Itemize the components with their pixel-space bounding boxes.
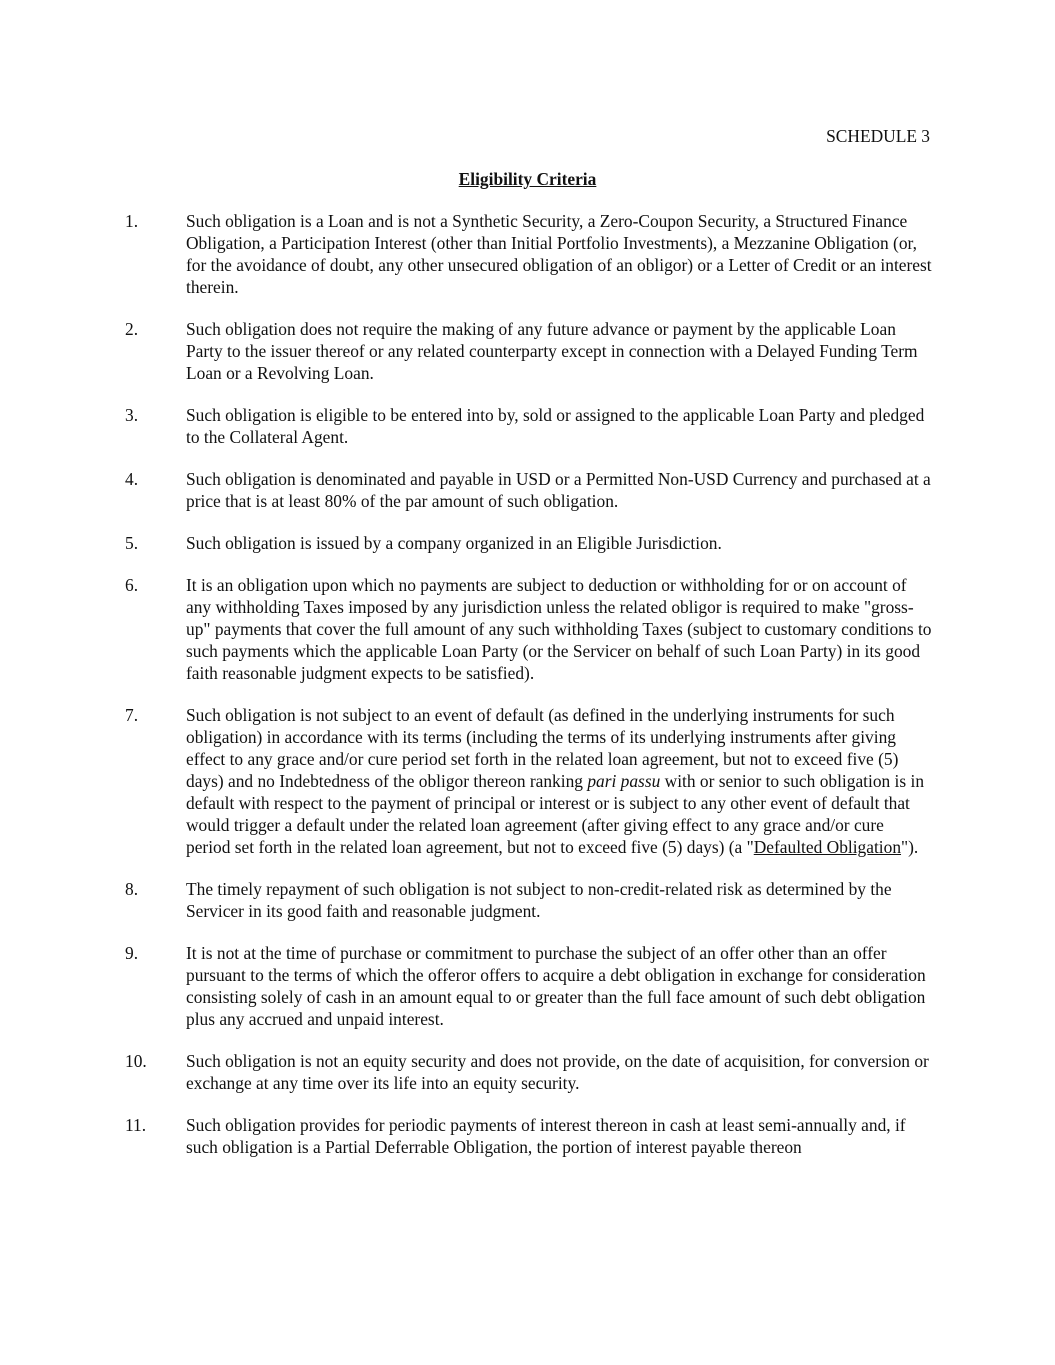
item-text-part: Such obligation is not subject to an event of default (as defined in the underlying instruments for such obligation) in accordance with its terms (including the terms of its underlying instruments after giving effect to any grace and/or cure period set forth in the related loan agreement, but not to exceed five (5) days) and no Indebtedness of the obligor thereon ranking [186,705,899,791]
item-number: 3. [125,405,139,425]
list-item [125,942,932,1030]
item-number: 4. [125,469,139,489]
item-text: Such obligation provides for periodic payments of interest thereon in cash at least semi-annually and, if such obligation is a Partial Deferrable Obligation, the portion of interest payable thereon [186,1115,906,1157]
list-item [125,468,932,512]
item-text-part: with or senior to such obligation is in default with respect to the payment of principal or interest or is subject to any other event of default that would trigger a default under the related loan agreement (after giving effect to any grace and/or cure period set forth in the related loan agreement, but not to exceed five (5) days) (a " [186,771,925,857]
item-number: 10. [125,1051,147,1071]
list-item [125,404,932,448]
list-item [125,318,932,384]
item-number: 2. [125,319,139,339]
list-item [125,532,932,554]
list-item [125,878,932,922]
item-text: The timely repayment of such obligation is not subject to non-credit-related risk as determined by the Servicer in its good faith and reasonable judgment. [186,879,892,921]
item-number: 11. [125,1115,147,1135]
item-number: 5. [125,533,139,553]
page-title: Eligibility Criteria [458,169,597,189]
item-text: Such obligation is issued by a company organized in an Eligible Jurisdiction. [186,533,722,553]
item-number: 8. [125,879,139,899]
item-number: 7. [125,705,139,725]
item-number: 1. [125,211,139,231]
list-item [125,210,932,298]
item-text: Such obligation does not require the making of any future advance or payment by the applicable Loan Party to the issuer thereof or any related counterparty except in connection with a Delayed Funding Term Loan or a Revolving Loan. [186,319,918,383]
list-item [125,574,932,684]
item-text: It is not at the time of purchase or commitment to purchase the subject of an offer other than an offer pursuant to the terms of which the offeror offers to acquire a debt obligation in exchange for consideration consisting solely of cash in an amount equal to or greater than the full face amount of such debt obligation plus any accrued and unpaid interest. [186,943,926,1029]
item-number: 6. [125,575,139,595]
item-text-part: "). [901,837,919,857]
item-text: Such obligation is not an equity security and does not provide, on the date of acquisition, for conversion or exchange at any time over its life into an equity security. [186,1051,929,1093]
schedule-label: SCHEDULE 3 [826,126,930,146]
item-text: Such obligation is denominated and payable in USD or a Permitted Non-USD Currency and purchased at a price that is at least 80% of the par amount of such obligation. [186,469,931,511]
item-text: It is an obligation upon which no payments are subject to deduction or withholding for or on account of any withholding Taxes imposed by any jurisdiction unless the related obligor is required to make "gross-up" payments that cover the full amount of any such withholding Taxes (subject to customary conditions to such payments which the applicable Loan Party (or the Servicer on behalf of such Loan Party) in its good faith reasonable judgment expects to be satisfied). [186,575,932,683]
item-text: Such obligation is eligible to be entered into by, sold or assigned to the applicable Loan Party and pledged to the Collateral Agent. [186,405,925,447]
list-item [125,1114,932,1158]
item-text [186,704,932,858]
list-item [125,704,932,858]
item-number: 9. [125,943,139,963]
criteria-list [125,210,932,1178]
item-text: Such obligation is a Loan and is not a Synthetic Security, a Zero-Coupon Security, a Structured Finance Obligation, a Participation Interest (other than Initial Portfolio Investments), a Mezzanine Obligation (or, for the avoidance of doubt, any other unsecured obligation of an obligor) or a Letter of Credit or an interest therein. [186,211,932,297]
defined-term-defaulted-obligation: Defaulted Obligation [753,837,902,857]
list-item [125,1050,932,1094]
italic-term-pari-passu: pari passu [587,771,661,791]
